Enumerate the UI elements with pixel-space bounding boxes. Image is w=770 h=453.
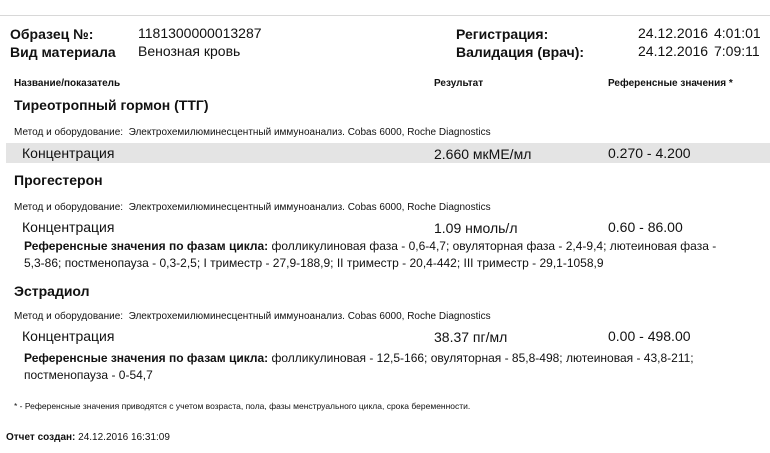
sample-label: Образец №: bbox=[10, 26, 94, 42]
col-result-header: Результат bbox=[434, 78, 484, 89]
method-estradiol bbox=[14, 311, 491, 322]
reference-estradiol: 0.00 - 498.00 bbox=[608, 328, 691, 344]
reference-tsh: 0.270 - 4.200 bbox=[608, 145, 691, 161]
registration-label: Регистрация: bbox=[456, 26, 549, 42]
registration-time: 4:01:01 bbox=[714, 25, 761, 41]
param-progesterone: Концентрация bbox=[22, 219, 115, 235]
material-value: Венозная кровь bbox=[138, 43, 241, 59]
material-label: Вид материала bbox=[10, 44, 116, 60]
col-reference-header: Референсные значения * bbox=[608, 78, 733, 89]
note-line-1: фолликулиновая фаза - 0,6-4,7; овуляторная фаза - 2,4-9,4; лютеиновая фаза - bbox=[271, 239, 717, 253]
top-divider bbox=[0, 15, 770, 16]
validation-time: 7:09:11 bbox=[714, 43, 760, 59]
test-title-progesterone: Прогестерон bbox=[14, 172, 103, 188]
method-text: Электрохемилюминесцентный иммуноанализ. Cobas 6000, Roche Diagnostics bbox=[128, 202, 491, 213]
cycle-note-estradiol bbox=[24, 350, 764, 384]
report-value: 24.12.2016 16:31:09 bbox=[78, 432, 170, 443]
validation-date: 24.12.2016 bbox=[638, 43, 709, 59]
cycle-note-progesterone bbox=[24, 238, 764, 272]
test-title-tsh: Тиреотропный гормон (ТТГ) bbox=[14, 97, 209, 113]
result-tsh: 2.660 мкМЕ/мл bbox=[434, 146, 532, 162]
footnote: * - Референсные значения приводятся с учетом возраста, пола, фазы менструального цикла, срока беременности. bbox=[14, 401, 471, 411]
col-name-header: Название/показатель bbox=[14, 78, 121, 89]
method-progesterone bbox=[14, 202, 491, 213]
sample-value: 1181300000013287 bbox=[138, 25, 262, 41]
method-text: Электрохемилюминесцентный иммуноанализ. Cobas 6000, Roche Diagnostics bbox=[128, 127, 491, 138]
result-progesterone: 1.09 нмоль/л bbox=[434, 220, 518, 236]
note-line-1: фолликулиновая - 12,5-166; овуляторная - 85,8-498; лютеиновая - 43,8-211; bbox=[271, 351, 694, 365]
method-label: Метод и оборудование: bbox=[14, 202, 124, 213]
report-label: Отчет создан: bbox=[6, 432, 76, 443]
result-estradiol: 38.37 пг/мл bbox=[434, 329, 508, 345]
method-label: Метод и оборудование: bbox=[14, 311, 124, 322]
method-tsh bbox=[14, 127, 491, 138]
note-line-2: 5,3-86; постменопауза - 0,3-2,5; I триместр - 27,9-188,9; II триместр - 20,4-442; III триместр - 29,1-1058,9 bbox=[24, 256, 604, 270]
param-estradiol: Концентрация bbox=[22, 328, 115, 344]
registration-date: 24.12.2016 bbox=[638, 25, 709, 41]
validation-label: Валидация (врач): bbox=[456, 44, 585, 60]
method-text: Электрохемилюминесцентный иммуноанализ. Cobas 6000, Roche Diagnostics bbox=[128, 311, 491, 322]
note-label: Референсные значения по фазам цикла: bbox=[24, 351, 269, 365]
reference-progesterone: 0.60 - 86.00 bbox=[608, 219, 683, 235]
report-created bbox=[6, 432, 170, 443]
param-tsh: Концентрация bbox=[22, 145, 115, 161]
note-line-2: постменопауза - 0-54,7 bbox=[24, 368, 153, 382]
test-title-estradiol: Эстрадиол bbox=[14, 283, 90, 299]
method-label: Метод и оборудование: bbox=[14, 127, 124, 138]
note-label: Референсные значения по фазам цикла: bbox=[24, 239, 269, 253]
